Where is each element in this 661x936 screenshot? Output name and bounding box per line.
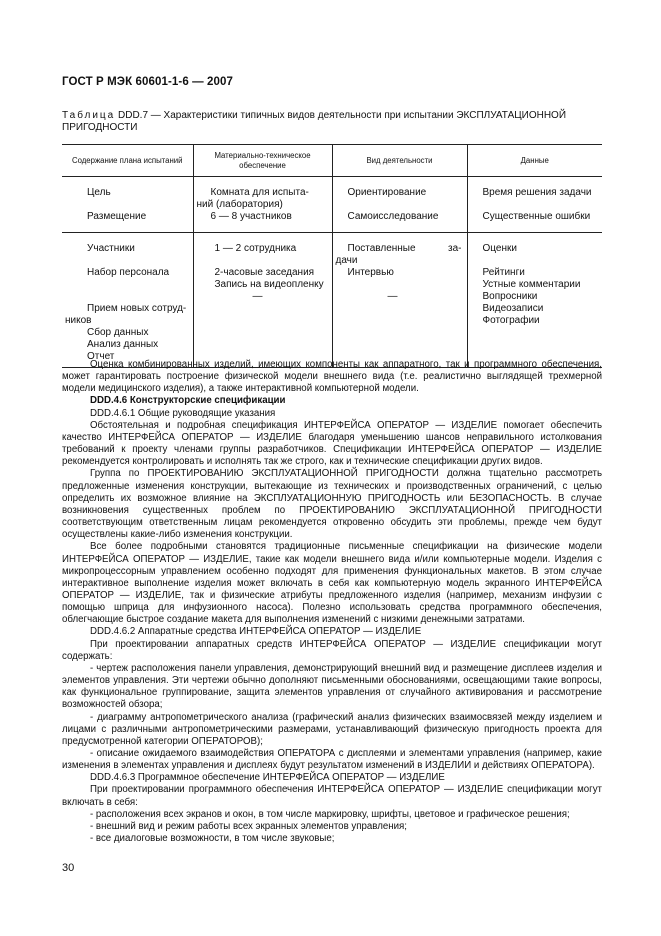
data-item: Время решения задачи [482, 187, 592, 198]
resource-item: 6 — 8 участников [210, 211, 292, 222]
resource-item: 1 — 2 сотрудника [214, 243, 297, 254]
subsection-heading: DDD.4.6.2 Аппаратные средства ИНТЕРФЕЙСА ОПЕРАТОР — ИЗДЕЛИЕ [90, 626, 422, 638]
list-item: - диаграмму антропометрического анализа (графический анализ физических взаимосвязей между изделием и лицами с различными антропометрическими размерами, устанавливающий физическую пригодность проекта для предусмотренной категории ОПЕРАТОРОВ); [62, 711, 602, 747]
activity-word: за- [448, 243, 462, 254]
table-caption-text: DDD.7 — Характеристики типичных видов деятельности при испытании ЭКСПЛУАТАЦИОННОЙ ПРИГОДНОСТИ [62, 110, 567, 133]
table-cell [193, 177, 332, 233]
activity-item: Ориентирование [347, 187, 427, 198]
plan-item: Участники [87, 243, 135, 254]
table-cell [332, 177, 467, 233]
subsection-heading: DDD.4.6.1 Общие руководящие указания [90, 407, 276, 419]
table-header-cell: Вид деятельности [332, 145, 467, 177]
plan-item: Прием новых сотруд- [87, 303, 187, 314]
data-item: Вопросники [482, 291, 538, 302]
data-item: Устные комментарии [482, 279, 581, 290]
table-header-cell: Данные [467, 145, 602, 177]
table-cell [467, 177, 602, 233]
plan-item: ников [65, 315, 92, 326]
activity-table [62, 144, 602, 368]
data-item: Оценки [482, 243, 517, 254]
activity-item: Интервью [347, 267, 394, 278]
resource-item: Запись на видеопленку [214, 279, 324, 290]
data-item: Существенные ошибки [482, 211, 591, 222]
list-item: - внешний вид и режим работы всех экранных элементов управления; [90, 820, 407, 832]
resource-item: — [252, 291, 263, 302]
plan-item: Размещение [87, 211, 147, 222]
paragraph: Все более подробными становятся традиционные письменные спецификации на физические модели ИНТЕРФЕЙСА ОПЕРАТОР — ИЗДЕЛИЕ, такие как модели внешнего вида и/или компьютерные модели. Изделия с микропроцессорным управлением особенно подходят для применения функциональных макетов. В этом случае интерактивное выполнение изделия может включать в себя как компьютерную модель экранного ИНТЕРФЕЙСА ОПЕРАТОР — ИЗДЕЛИЕ, так и физические атрибуты предложенного изделия (например, механизм инфузии с помощью шприца для инфузионного насоса). Полезно использовать средства программного обеспечения, облегчающие быстрое создание макета для выполнения изменений с низкими денежными затратами. [62, 541, 602, 626]
plan-item: Анализ данных [87, 339, 159, 350]
paragraph: При проектировании аппаратных средств ИНТЕРФЕЙСА ОПЕРАТОР — ИЗДЕЛИЕ спецификации могут содержать: [62, 638, 602, 662]
table-header-cell: Содержание плана испытаний [62, 145, 193, 177]
paragraph: Обстоятельная и подробная спецификация ИНТЕРФЕЙСА ОПЕРАТОР — ИЗДЕЛИЕ помогает обеспечить качество ИНТЕРФЕЙСА ОПЕРАТОР — ИЗДЕЛИЕ благодаря уменьшению шансов неправильного истолкования требований к проекту членами группы разработчиков. Спецификации ИНТЕРФЕЙСА ОПЕРАТОР — ИЗДЕЛИЕ рекомендуется контролировать и исполнять так же строго, как и технические спецификации других видов. [62, 419, 602, 468]
plan-item: Цель [87, 187, 111, 198]
table-caption-label: Таблица [62, 110, 116, 121]
data-item: Фотографии [482, 315, 540, 326]
plan-item: Отчет [87, 351, 115, 362]
paragraph: Группа по ПРОЕКТИРОВАНИЮ ЭКСПЛУАТАЦИОННОЙ ПРИГОДНОСТИ должна тщательно рассмотреть предложенные изменения конструкции, вытекающие из технических и производственных ограничений, с целью определить их возможное влияние на ЭКСПЛУАТАЦИОННУЮ ПРИГОДНОСТЬ или БЕЗОПАСНОСТЬ. В случае возникновения существенных проблем по ПРОЕКТИРОВАНИЮ ЭКСПЛУАТАЦИОННОЙ ПРИГОДНОСТИ соответствующим ответственным лицам рекомендуется откровенно обсудить эти проблемы, прежде чем будут осуществлены какие-либо изменения конструкции. [62, 468, 602, 541]
activity-item [336, 243, 464, 255]
table-row [62, 233, 602, 368]
data-item: Рейтинги [482, 267, 525, 278]
list-item: - описание ожидаемого взаимодействия ОПЕРАТОРА с дисплеями и элементами управления (например, какие изменения в элементах управления и дисплеях будут результатом изменений в ИЗДЕЛИИ и действиях ОПЕРАТОРА). [62, 748, 602, 772]
table-row [62, 177, 602, 233]
table-cell [193, 233, 332, 368]
document-header: ГОСТ Р МЭК 60601-1-6 — 2007 [62, 76, 233, 88]
table-caption [62, 110, 602, 134]
resource-item: 2-часовые заседания [214, 267, 315, 278]
plan-item: Сбор данных [87, 327, 149, 338]
page-number: 30 [62, 862, 75, 874]
list-item: - все диалоговые возможности, в том числе звуковые; [90, 833, 335, 845]
body-text [62, 359, 602, 845]
activity-item: Самоисследование [347, 211, 439, 222]
list-item: - чертеж расположения панели управления, демонстрирующий внешний вид и размещение дисплеев изделия и элементов управления. Эти чертежи обычно дополняют письменными обоснованиями, освещающими такие вопросы, как функциональное группирование, защита элементов управления от случайного активирования и рассмотрение возможностей обзора; [62, 662, 602, 711]
resource-item: ний (лаборатория) [196, 199, 283, 210]
table-cell [62, 177, 193, 233]
paragraph: При проектировании программного обеспечения ИНТЕРФЕЙСА ОПЕРАТОР — ИЗДЕЛИЕ спецификации могут включать в себя: [62, 784, 602, 808]
resource-item: Комната для испыта- [210, 187, 309, 198]
plan-item: Набор персонала [87, 267, 170, 278]
table-cell [467, 233, 602, 368]
table-header-cell: Материально-техническое обеспечение [193, 145, 332, 177]
list-item: - расположения всех экранов и окон, в том числе маркировку, шрифты, цветовое и графическое решения; [90, 808, 570, 820]
data-item: Видеозаписи [482, 303, 544, 314]
table-cell [332, 233, 467, 368]
paragraph: Оценка комбинированных изделий, имеющих компоненты как аппаратного, так и программного обеспечения, может гарантировать построение физической модели внешнего вида (т.е. реалистично выглядящей трехмерной модели медицинского изделия), а также интерактивной компьютерной модели. [62, 359, 602, 395]
section-heading: DDD.4.6 Конструкторские спецификации [90, 395, 286, 407]
activity-item: дачи [335, 255, 358, 266]
table-cell [62, 233, 193, 368]
table-header-row [62, 145, 602, 177]
activity-word: Поставленные [347, 243, 416, 254]
subsection-heading: DDD.4.6.3 Программное обеспечение ИНТЕРФЕЙСА ОПЕРАТОР — ИЗДЕЛИЕ [90, 772, 445, 784]
activity-item: — [387, 291, 398, 302]
